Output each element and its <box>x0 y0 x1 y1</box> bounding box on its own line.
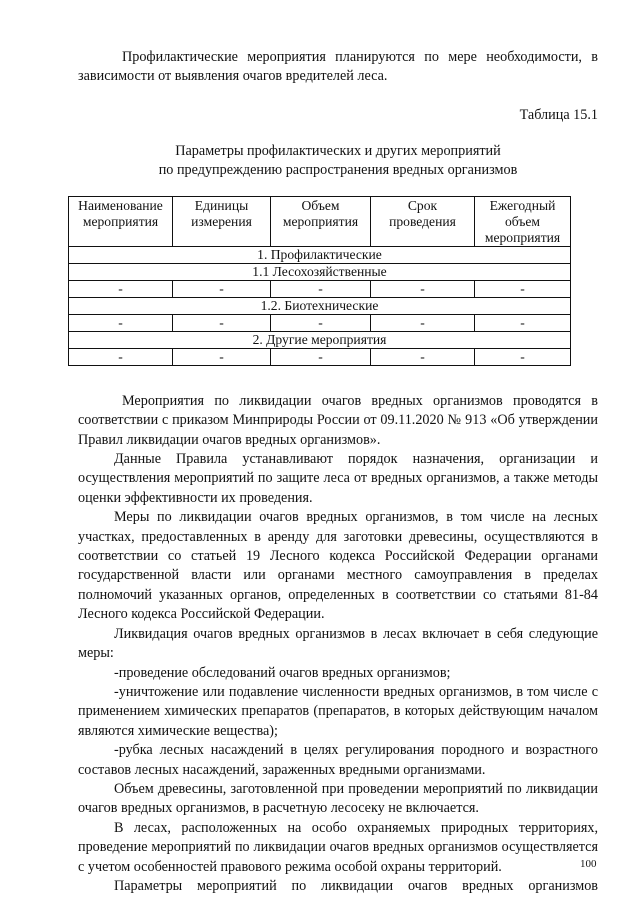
table-cell: - <box>271 348 371 365</box>
table-number: Таблица 15.1 <box>519 106 598 123</box>
section-row <box>69 297 571 314</box>
paragraph: Объем древесины, заготовленной при проведении мероприятий по ликвидации очагов вредных организмов, в расчетную лесосеку не включается. <box>78 780 598 817</box>
table-cell: - <box>475 314 571 331</box>
section-title: 1.2. Биотехнические <box>69 297 571 314</box>
table-cell: - <box>173 314 271 331</box>
table-title-line-2: по предупреждению распространения вредных организмов <box>158 161 518 178</box>
paragraph: Мероприятия по ликвидации очагов вредных организмов проводятся в соответствии с приказом Минприроды России от 09.11.2020 № 913 «Об утверждении Правил ликвидации очагов вредных организмов». <box>78 392 598 448</box>
parameters-table <box>68 196 571 366</box>
section-title: 2. Другие мероприятия <box>69 331 571 348</box>
section-title: 1. Профилактические <box>69 246 571 263</box>
section-title: 1.1 Лесохозяйственные <box>69 263 571 280</box>
section-row <box>69 331 571 348</box>
table-cell: - <box>370 348 474 365</box>
section-row <box>69 263 571 280</box>
table-cell: - <box>475 348 571 365</box>
table-row <box>69 314 571 331</box>
intro-paragraph: Профилактические мероприятия планируются по мере необходимости, в зависимости от выявления очагов вредителей леса. <box>78 49 598 85</box>
table-title-line-1: Параметры профилактических и других мероприятий <box>175 142 501 159</box>
page-number: 100 <box>580 858 597 870</box>
table-cell: - <box>271 280 371 297</box>
table-cell: - <box>173 280 271 297</box>
header-period: Срок проведения <box>370 196 474 246</box>
section-row <box>69 246 571 263</box>
list-item: -уничтожение или подавление численности вредных организмов, в том числе с применением химических препаратов (препаратов, в которых действующим началом являются химические вещества); <box>78 683 598 739</box>
table-cell: - <box>370 280 474 297</box>
paragraph: Ликвидация очагов вредных организмов в лесах включает в себя следующие меры: <box>78 625 598 662</box>
table-cell: - <box>475 280 571 297</box>
paragraph: Меры по ликвидации очагов вредных организмов, в том числе на лесных участках, предоставленных в аренду для заготовки древесины, осуществляются в соответствии со статьей 19 Лесного кодекса Российской Федерации органами государственной власти или органами местного самоуправления в пределах полномочий указанных органов, определенных в соответствии со статьями 81-84 Лесного кодекса Российской Федерации. <box>78 509 598 623</box>
table-cell: - <box>173 348 271 365</box>
paragraph: Параметры мероприятий по ликвидации очагов вредных организмов <box>114 877 598 894</box>
header-volume: Объем мероприятия <box>271 196 371 246</box>
list-item: -проведение обследований очагов вредных организмов; <box>114 664 451 681</box>
table-row <box>69 280 571 297</box>
table-header-row <box>69 196 571 246</box>
body-text <box>78 392 598 897</box>
table-cell: - <box>69 314 173 331</box>
list-item: -рубка лесных насаждений в целях регулирования породного и возрастного составов лесных насаждений, зараженных вредными организмами. <box>78 742 598 778</box>
table-cell: - <box>69 348 173 365</box>
document-page <box>78 48 598 896</box>
header-annual-volume: Ежегодный объем мероприятия <box>475 196 571 246</box>
paragraph: Данные Правила устанавливают порядок назначения, организации и осуществления мероприятий по защите леса от вредных организмов, а также методы оценки эффективности их проведения. <box>78 451 598 506</box>
paragraph: В лесах, расположенных на особо охраняемых природных территориях, проведение мероприятий по ликвидации очагов вредных организмов осуществляется с учетом особенностей правового режима особой охраны территорий. <box>78 819 598 875</box>
table-row <box>69 348 571 365</box>
header-name: Наименование мероприятия <box>69 196 173 246</box>
table-cell: - <box>69 280 173 297</box>
table-cell: - <box>370 314 474 331</box>
table-caption <box>78 142 598 180</box>
header-units: Единицы измерения <box>173 196 271 246</box>
table-cell: - <box>271 314 371 331</box>
